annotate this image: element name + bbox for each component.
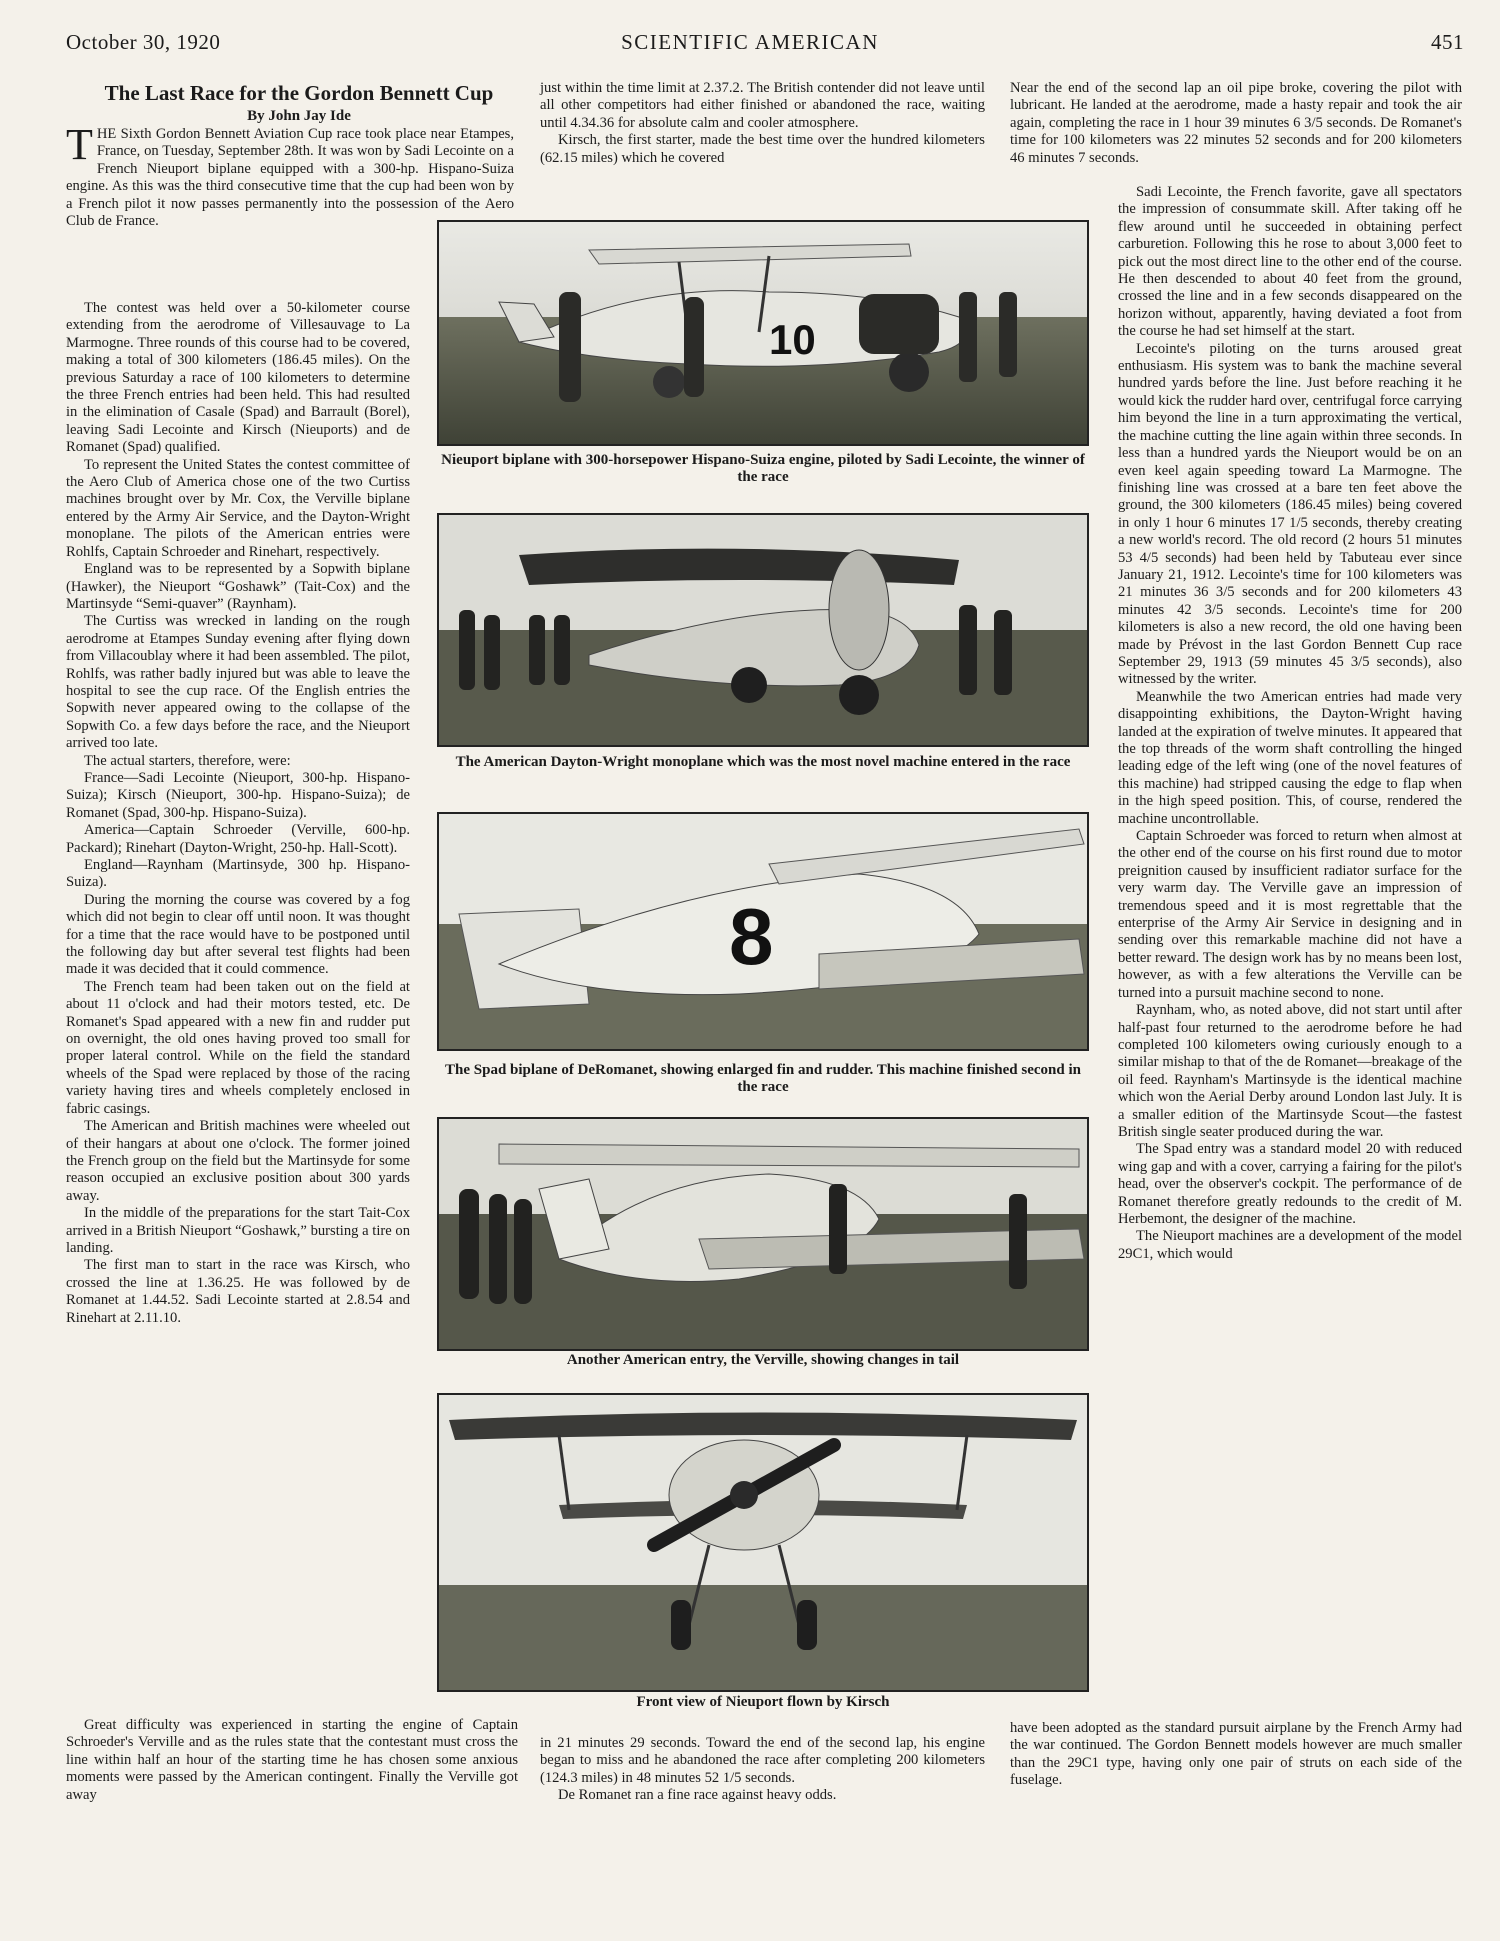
airplane-illustration — [439, 515, 1087, 745]
aircraft-marking: 8 — [729, 892, 774, 981]
paragraph: The Spad entry was a standard model 20 with reduced wing gap and with a cover, carrying a fairing for the pilot's head, over the observer's cockpit. The performance of de Romanet therefore greatly redounds to the credit of M. Herbemont, the designer of the machine. — [1118, 1141, 1462, 1227]
byline: By John Jay Ide — [247, 108, 351, 124]
column-3-side — [1118, 184, 1462, 1263]
paragraph: Meanwhile the two American entries had made very disappointing exhibitions, the Dayton-Wright having landed at the expiration of twelve minutes. It appeared that the top threads of the worm shaft controlling the hinged leading edge of the left wing (one of the novel features of this machine) had stripped causing the edge to flap when in the high speed position. This, of course, rendered the machine uncontrollable. — [1118, 688, 1462, 827]
paragraph: The Curtiss was wrecked in landing on the rough aerodrome at Etampes Sunday evening after flying down from Villacoublay where it had been assembled. The pilot, Rohlfs, was rather badly injured but was able to leave the hospital to see the cup race. Of the English entries the Sopwith never appeared owing to the collapse of the Sopwith Co. a few days before the race, and the Nieuport arrived too late. — [66, 613, 410, 752]
paragraph: During the morning the course was covered by a fog which did not begin to clear off until noon. It was thought for a time that the race would have to be postponed until the following day but after several test flights had been made it was decided that it could commence. — [66, 891, 410, 978]
aircraft-marking: 10 — [769, 316, 816, 363]
paragraph: Near the end of the second lap an oil pipe broke, covering the pilot with lubricant. He landed at the aerodrome, made a hasty repair and took the air again, completing the race in 1 hour 39 minutes 6 3/5 seconds. De Romanet's time for 100 kilometers was 22 minutes 52 seconds and for 200 kilometers 46 minutes 7 seconds. — [1010, 80, 1462, 166]
paragraph: England was to be represented by a Sopwith biplane (Hawker), the Nieuport “Goshawk” (Tait-Cox) and the Martinsyde “Semi-quaver” (Raynham). — [66, 561, 410, 612]
photo-nieuport-front-view — [437, 1393, 1089, 1692]
airplane-illustration — [439, 222, 1087, 444]
photo-verville-biplane — [437, 1117, 1089, 1351]
paragraph: To represent the United States the contest committee of the Aero Club of America chose one of the two Curtiss machines brought over by Mr. Cox, the Verville biplane entered by the Army Air Service, and the Dayton-Wright monoplane. The pilots of the American entries were Rohlfs, Captain Schroeder and Rinehart, respectively. — [66, 456, 410, 560]
page-number: 451 — [1431, 30, 1464, 54]
drop-cap: T — [66, 120, 93, 169]
column-1-narrow — [66, 300, 410, 1327]
paragraph: Kirsch, the first starter, made the best time over the hundred kilometers (62.15 miles) which he covered — [540, 132, 985, 166]
paragraph: THE Sixth Gordon Bennett Aviation Cup race took place near Etampes, France, on Tuesday, September 28th. It was won by Sadi Lecointe on a French Nieuport biplane equipped with a 300-hp. Hispano-Suiza engine. As this was the third consecutive time that the cup had been won by a French pilot it now passes permanently into the possession of the Aero Club de France. — [66, 120, 514, 230]
paragraph: Captain Schroeder was forced to return when almost at the other end of the course on his first round due to motor preignition caused by insufficient radiator surface for the very warm day. The Verville gave an impression of tremendous speed and it is most regrettable that the enterprise of the Army Air Service in designing and in sending over this remarkable machine did not have a better reward. The design work has by no means been lost, however, as with a few alterations the Verville can be turned into a pursuit machine second to none. — [1118, 828, 1462, 1001]
figure-caption: The Spad biplane of DeRomanet, showing enlarged fin and rudder. This machine finished second in the race — [445, 1062, 1081, 1095]
airplane-illustration — [439, 814, 1087, 1049]
figure-caption: Front view of Nieuport flown by Kirsch — [636, 1694, 890, 1710]
airplane-illustration — [439, 1395, 1087, 1690]
paragraph: De Romanet ran a fine race against heavy odds. — [558, 1787, 837, 1804]
paragraph: America—Captain Schroeder (Verville, 600-hp. Packard); Rinehart (Dayton-Wright, 250-hp. Hall-Scott). — [66, 822, 410, 856]
paragraph: The French team had been taken out on the field at about 11 o'clock and had their motors tested, etc. De Romanet's Spad appeared with a new fin and rudder put on overnight, the old ones having proved too small for proper lateral control. While on the field the standard wheels of the Spad were replaced by those of the racing variety having tires and wheels completely enclosed in fabric casings. — [66, 978, 410, 1117]
column-3-top — [1010, 80, 1462, 167]
column-2-top — [540, 80, 985, 167]
paragraph: In the middle of the preparations for the start Tait-Cox arrived in a British Nieuport “Goshawk,” bursting a tire on landing. — [66, 1205, 410, 1256]
paragraph: The actual starters, therefore, were: — [84, 752, 291, 769]
paragraph: The contest was held over a 50-kilometer course extending from the aerodrome of Villesauvage to La Marmogne. Three rounds of this course had to be covered, making a total of 300 kilometers (186.45 miles). On the previous Saturday a race of 100 kilometers to determine the three French entries had been held. This had resulted in the elimination of Casale (Spad) and Barrault (Borel), leaving Sadi Lecointe and Kirsch (Nieuports) and de Romanet (Spad) qualified. — [66, 300, 410, 456]
paragraph: The American and British machines were wheeled out of their hangars at about one o'clock. The former joined the French group on the field but the Martinsyde for some reason occupied an exclusive position about 300 yards away. — [66, 1118, 410, 1204]
article-title: The Last Race for the Gordon Bennett Cup — [104, 81, 494, 105]
paragraph: in 21 minutes 29 seconds. Toward the end of the second lap, his engine began to miss and he abandoned the race after completing 200 kilometers (124.3 miles) in 48 minutes 52 1/5 seconds. — [540, 1735, 985, 1786]
paragraph: just within the time limit at 2.37.2. The British contender did not leave until all other competitors had either finished or abandoned the race, waiting until 4.34.36 for absolute calm and cooler atmosphere. — [540, 80, 985, 131]
paragraph: have been adopted as the standard pursuit airplane by the French Army had the war continued. The Gordon Bennett models however are much smaller than the 29C1 type, having only one pair of struts on each side of the fuselage. — [1010, 1720, 1462, 1789]
paragraph: Raynham, who, as noted above, did not start until after half-past four returned to the aerodrome before he had completed 100 kilometers owing curiously enough to a similar mishap to that of the de Romanet—breakage of the oil feed. Raynham's Martinsyde is the identical machine which won the Aerial Derby around London last July. It is a smaller edition of the Martinsyde Scout—the fastest British single seater produced during the war. — [1118, 1002, 1462, 1140]
figure-caption: Another American entry, the Verville, showing changes in tail — [566, 1352, 960, 1368]
photo-dayton-wright-monoplane — [437, 513, 1089, 747]
paragraph: The first man to start in the race was Kirsch, who crossed the line at 1.36.25. He was followed by de Romanet at 1.44.52. Sadi Lecointe started at 2.8.54 and Rinehart at 2.11.10. — [66, 1257, 410, 1326]
figure-caption: The American Dayton-Wright monoplane which was the most novel machine entered in the race — [455, 754, 1071, 770]
airplane-illustration — [439, 1119, 1087, 1349]
column-1-bottom — [66, 1717, 518, 1804]
photo-nieuport-biplane — [437, 220, 1089, 446]
column-2-bottom — [540, 1735, 985, 1805]
paragraph: Sadi Lecointe, the French favorite, gave all spectators the impression of consummate skill. After taking off he flew around until he succeeded in obtaining perfect carburetion. Following this he rose to about 3,000 feet to pick out the most direct line to the other end of the course. He then descended to about 40 feet from the ground, crossed the line and in a few seconds disappeared on the horizon without, apparently, having deviated a foot from the course he had set himself at the start. — [1118, 184, 1462, 340]
figure-caption: Nieuport biplane with 300-horsepower Hispano-Suiza engine, piloted by Sadi Lecointe, the winner of the race — [441, 452, 1085, 485]
column-1 — [66, 80, 514, 230]
paragraph: Lecointe's piloting on the turns aroused great enthusiasm. His system was to bank the machine several hundred yards before the line. Just before reaching it he would kick the rudder hard over, centrifugal force carrying him beyond the line in a turn approximating the vertical, the machine cutting the line again within three seconds. In less than a hundred yards the Nieuport would be on an even keel again speeding toward La Marmogne. The finishing line was crossed at a bare ten feet above the ground, the 300 kilometers (186.45 miles) being covered in only 1 hour 6 minutes 17 1/5 seconds, thereby creating a new world's record. The old record (2 hours 51 minutes 53 4/5 seconds) had been held by Tabuteau ever since January 21, 1912. Lecointe's time for 100 kilometers was 21 minutes 36 3/5 seconds and for 200 kilometers 43 minutes 42 3/5 seconds. Lecointe's time for 200 kilometers is also a new record, the old one having been made by Prévost in the last Gordon Bennett Cup race September 29, 1913 (59 minutes 45 3/5 seconds), also witnessed by the writer. — [1118, 340, 1462, 688]
issue-date: October 30, 1920 — [66, 30, 221, 54]
photo-spad-biplane — [437, 812, 1089, 1051]
paragraph: The Nieuport machines are a development of the model 29C1, which would — [1118, 1228, 1462, 1262]
magazine-title: SCIENTIFIC AMERICAN — [621, 30, 879, 54]
column-3-bottom — [1010, 1720, 1462, 1790]
paragraph: France—Sadi Lecointe (Nieuport, 300-hp. Hispano-Suiza); Kirsch (Nieuport, 300-hp. Hispano-Suiza); de Romanet (Spad, 300-hp. Hispano-Suiza). — [66, 769, 410, 821]
paragraph: England—Raynham (Martinsyde, 300 hp. Hispano-Suiza). — [66, 857, 410, 891]
paragraph: Great difficulty was experienced in starting the engine of Captain Schroeder's Verville and as the rules state that the contestant must cross the line within half an hour of the starting time he has chosen some anxious moments were passed by the American contingent. Finally the Verville got away — [66, 1717, 518, 1803]
